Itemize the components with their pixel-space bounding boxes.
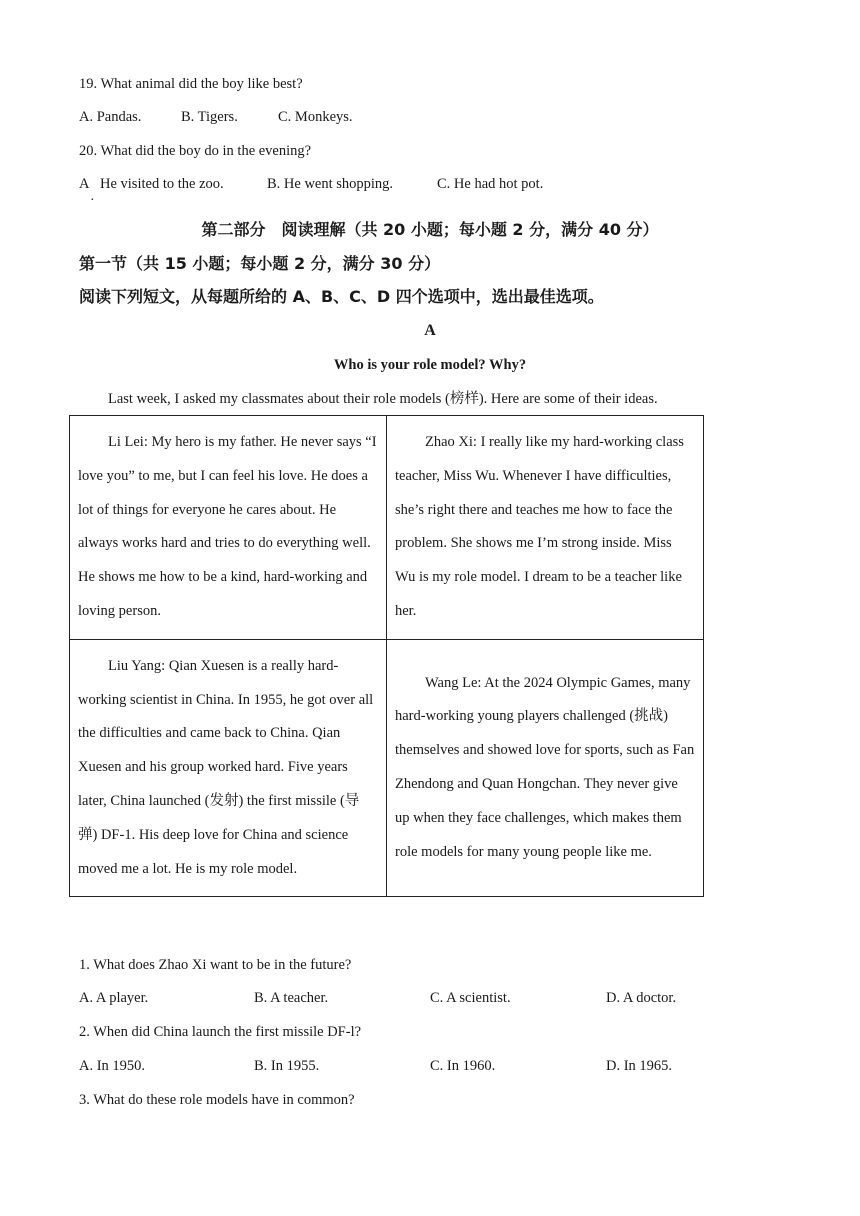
option-c[interactable]: C. In 1960. bbox=[430, 1058, 496, 1074]
question-2: 2. When did China launch the first missile DF-l? bbox=[79, 1024, 362, 1040]
question-20-options bbox=[79, 174, 779, 194]
option-a[interactable]: A. Pandas. bbox=[79, 109, 142, 125]
option-b[interactable]: B. A teacher. bbox=[254, 990, 329, 1006]
passage-intro: Last week, I asked my classmates about their role models (榜样). Here are some of their ideas. bbox=[108, 391, 658, 407]
cell-text: Liu Yang: Qian Xuesen is a really hard-working scientist in China. In 1955, he got over all the difficulties and came back to China. Qian Xuesen and his group worked hard. Five years later, China launched (发射) the first missile (导弹) DF-1. His deep love for China and science moved me a lot. He is my role model. bbox=[78, 657, 374, 877]
option-b[interactable]: B. He went shopping. bbox=[267, 176, 394, 192]
question-19: 19. What animal did the boy like best? bbox=[79, 76, 303, 92]
option-b[interactable]: B. Tigers. bbox=[181, 109, 238, 125]
table-cell-zhao-xi bbox=[387, 416, 704, 640]
part2-heading: 第二部分 阅读理解（共 20 小题；每小题 2 分，满分 40 分） bbox=[201, 220, 659, 239]
role-model-table bbox=[69, 415, 704, 897]
option-a-letter[interactable]: A bbox=[79, 176, 90, 192]
option-a[interactable]: He visited to the zoo. bbox=[100, 176, 224, 192]
option-a[interactable]: A. A player. bbox=[79, 990, 149, 1006]
option-a[interactable]: A. In 1950. bbox=[79, 1058, 146, 1074]
option-d[interactable]: D. In 1965. bbox=[606, 1058, 673, 1074]
option-d[interactable]: D. A doctor. bbox=[606, 990, 677, 1006]
instruction: 阅读下列短文，从每题所给的 A、B、C、D 四个选项中，选出最佳选项。 bbox=[79, 287, 604, 306]
table-cell-wang-le bbox=[387, 639, 704, 897]
section1-heading: 第一节（共 15 小题；每小题 2 分，满分 30 分） bbox=[79, 254, 441, 273]
table-row bbox=[70, 416, 704, 640]
question-3: 3. What do these role models have in common? bbox=[79, 1092, 355, 1108]
passage-title: Who is your role model? Why? bbox=[333, 357, 527, 373]
option-b[interactable]: B. In 1955. bbox=[254, 1058, 320, 1074]
table-cell-liu-yang bbox=[70, 639, 387, 897]
question-19-options bbox=[79, 107, 779, 127]
option-c[interactable]: C. Monkeys. bbox=[278, 109, 353, 125]
question-1: 1. What does Zhao Xi want to be in the future? bbox=[79, 957, 352, 973]
cell-text: Li Lei: My hero is my father. He never says “I love you” to me, but I can feel his love. He does a lot of things for everyone he cares about. He always works hard and tries to do everything well. He shows me how to be a kind, hard-working and loving person. bbox=[78, 434, 377, 619]
cell-text: Zhao Xi: I really like my hard-working class teacher, Miss Wu. Whenever I have difficulties, she’s right there and teaches me how to face the problem. She shows me I’m strong inside. Miss Wu is my role model. I dream to be a teacher like her. bbox=[395, 434, 684, 619]
question-1-options bbox=[79, 988, 779, 1008]
table-cell-li-lei bbox=[70, 416, 387, 640]
dot-mark: · bbox=[90, 193, 95, 208]
table-row bbox=[70, 639, 704, 897]
passage-letter: A bbox=[424, 322, 436, 339]
question-2-options bbox=[79, 1056, 779, 1076]
cell-text: Wang Le: At the 2024 Olympic Games, many hard-working young players challenged (挑战) themselves and showed love for sports, such as Fan Zhendong and Quan Hongchan. They never give up when they face challenges, which makes them role models for many young people like me. bbox=[395, 674, 695, 860]
option-c[interactable]: C. He had hot pot. bbox=[437, 176, 544, 192]
question-20: 20. What did the boy do in the evening? bbox=[79, 143, 312, 159]
option-c[interactable]: C. A scientist. bbox=[430, 990, 511, 1006]
